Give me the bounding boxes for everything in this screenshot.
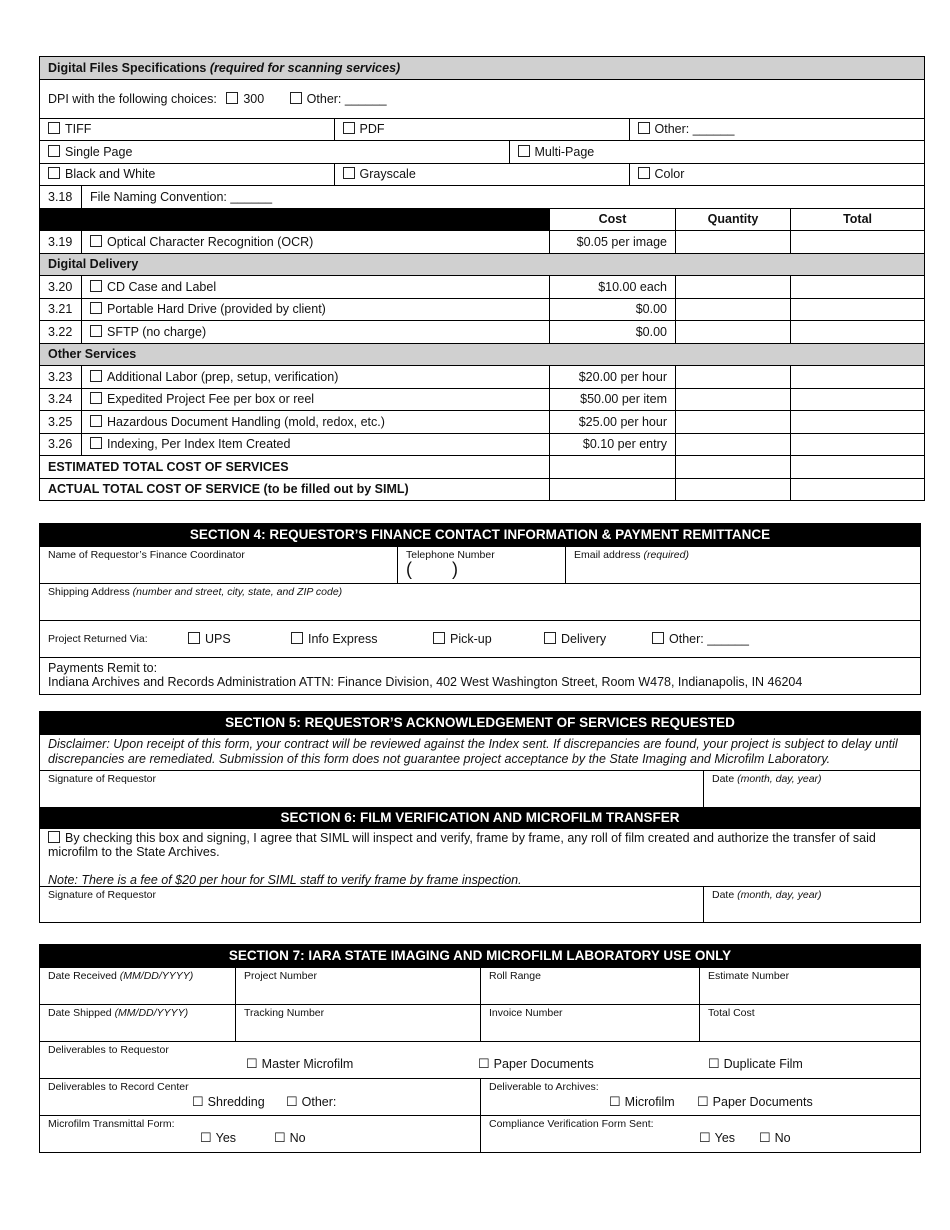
total-cost-field[interactable]: Total Cost [699, 1005, 920, 1041]
transmittal-form: Microfilm Transmittal Form: ☐ Yes ☐ No [48, 1118, 306, 1145]
ocr-option[interactable]: Optical Character Recognition (OCR) [82, 231, 550, 254]
other-return-option[interactable]: Other: ______ [652, 632, 749, 646]
quantity-cell[interactable] [676, 388, 791, 411]
date-shipped-field[interactable]: Date Shipped (MM/DD/YYYY) [48, 1007, 189, 1019]
roll-range-field[interactable]: Roll Range [480, 968, 699, 1004]
film-verification-agreement: By checking this box and signing, I agree that SIML will inspect and verify, frame by frame, any roll of film created and authorize the transfer of said microfilm to the State Archives. Note: There is a fee of $20 per hour for SIML staff to verify frame by frame inspection. [48, 831, 876, 887]
quantity-cell[interactable] [676, 366, 791, 389]
microfilm-option[interactable]: ☐ Microfilm [609, 1094, 675, 1109]
ups-option[interactable]: UPS [188, 632, 291, 646]
section-4: SECTION 4: REQUESTOR’S FINANCE CONTACT INFORMATION & PAYMENT REMITTANCE Name of Requestor’s Finance Coordinator Telephone Number ( ) Email address (required) Shipping Address (number and street, city, state, and ZIP code) Project Returned Via: UPS Info Express Pick-up Delivery Other: ______ Payments Remit to: Indiana Archives and Records Administration ATTN: Finance Division, 402 West Washington Street, Room W478, Indianapolis, IN 46204 [39, 523, 921, 695]
master-microfilm-option[interactable]: ☐ Master Microfilm [246, 1056, 354, 1071]
transmittal-yes-option[interactable]: ☐ Yes [200, 1130, 237, 1145]
table-row: 3.22 SFTP (no charge) $0.00 [40, 321, 925, 344]
digital-delivery-header: Digital Delivery [40, 253, 925, 276]
single-page-option[interactable]: Single Page [40, 141, 509, 163]
table-row: 3.26 Indexing, Per Index Item Created $0.10 per entry [40, 433, 925, 456]
cd-case-option[interactable]: CD Case and Label [82, 276, 550, 299]
section-4-title: SECTION 4: REQUESTOR’S FINANCE CONTACT INFORMATION & PAYMENT REMITTANCE [40, 524, 920, 546]
compliance-form: Compliance Verification Form Sent: ☐ Yes ☐ No [480, 1116, 920, 1152]
actual-total-cell[interactable] [791, 478, 925, 501]
project-number-field[interactable]: Project Number [235, 968, 480, 1004]
additional-labor-option[interactable]: Additional Labor (prep, setup, verification) [82, 366, 550, 389]
dpi-300-checkbox[interactable] [226, 92, 238, 104]
deliverables-record-center: Deliverables to Record Center ☐ Shredding ☐ Other: [48, 1081, 337, 1109]
table-row: 3.25 Hazardous Document Handling (mold, redox, etc.) $25.00 per hour [40, 411, 925, 434]
actual-quantity-cell[interactable] [676, 478, 791, 501]
finance-coordinator-field[interactable]: Name of Requestor’s Finance Coordinator [48, 549, 245, 561]
compliance-no-option[interactable]: ☐ No [759, 1130, 791, 1145]
quantity-cell[interactable] [676, 298, 791, 321]
table-row: 3.24 Expedited Project Fee per box or reel $50.00 per item [40, 388, 925, 411]
quantity-cell[interactable] [676, 321, 791, 344]
delivery-option[interactable]: Delivery [544, 632, 652, 646]
disclaimer-text: Disclaimer: Upon receipt of this form, your contract will be reviewed against the Index sent. If discrepancies are found, your project is subject to delay until discrepancies are remediated. Submission of this form does not guarantee project acceptance by the State Imaging and Microfilm Laboratory. [48, 737, 898, 766]
total-cell[interactable] [791, 388, 925, 411]
total-cell[interactable] [791, 298, 925, 321]
shipping-address-field[interactable]: Shipping Address (number and street, city, state, and ZIP code) [48, 586, 343, 598]
multi-page-option[interactable]: Multi-Page [509, 141, 924, 163]
payments-remit: Payments Remit to: Indiana Archives and Records Administration ATTN: Finance Division, 402 West Washington Street, Room W478, Indianapolis, IN 46204 [48, 661, 803, 689]
table-row: 3.23 Additional Labor (prep, setup, verification) $20.00 per hour [40, 366, 925, 389]
total-cell[interactable] [791, 321, 925, 344]
indexing-option[interactable]: Indexing, Per Index Item Created [82, 433, 550, 456]
quantity-cell[interactable] [676, 231, 791, 254]
duplicate-film-option[interactable]: ☐ Duplicate Film [708, 1056, 803, 1071]
black-header-bar [40, 208, 550, 231]
digital-files-header: Digital Files Specifications (required for scanning services) [40, 57, 925, 80]
other-services-header: Other Services [40, 343, 925, 366]
estimated-quantity-cell[interactable] [676, 456, 791, 479]
naming-convention-field[interactable]: File Naming Convention: ______ [82, 186, 925, 209]
info-express-option[interactable]: Info Express [291, 632, 433, 646]
estimated-cost-cell[interactable] [550, 456, 676, 479]
pricing-table [39, 56, 925, 501]
section-7 [39, 944, 921, 1153]
table-row: 3.19 Optical Character Recognition (OCR) $0.05 per image [40, 231, 925, 254]
record-center-other-option[interactable]: ☐ Other: [286, 1094, 337, 1109]
paper-documents-option[interactable]: ☐ Paper Documents [478, 1056, 594, 1071]
estimated-total-row: ESTIMATED TOTAL COST OF SERVICES [40, 456, 925, 479]
compliance-yes-option[interactable]: ☐ Yes [699, 1130, 736, 1145]
hard-drive-option[interactable]: Portable Hard Drive (provided by client) [82, 298, 550, 321]
invoice-number-field[interactable]: Invoice Number [480, 1005, 699, 1041]
expedited-fee-option[interactable]: Expedited Project Fee per box or reel [82, 388, 550, 411]
dpi-row: DPI with the following choices: 300 Other: ______ [40, 79, 925, 118]
total-cell[interactable] [791, 231, 925, 254]
estimated-total-cell[interactable] [791, 456, 925, 479]
dpi-other-checkbox[interactable] [290, 92, 302, 104]
naming-num: 3.18 [40, 186, 82, 209]
total-cell[interactable] [791, 411, 925, 434]
shredding-option[interactable]: ☐ Shredding [192, 1094, 265, 1109]
quantity-cell[interactable] [676, 276, 791, 299]
signature-field[interactable]: Signature of Requestor [48, 773, 156, 785]
section-7-title: SECTION 7: IARA STATE IMAGING AND MICROFILM LABORATORY USE ONLY [40, 945, 920, 967]
telephone-field[interactable]: Telephone Number ( ) [397, 547, 565, 583]
film-verification-checkbox[interactable] [48, 831, 60, 843]
quantity-cell[interactable] [676, 433, 791, 456]
total-cell[interactable] [791, 366, 925, 389]
table-row: 3.20 CD Case and Label $10.00 each [40, 276, 925, 299]
email-field[interactable]: Email address (required) [565, 547, 920, 583]
table-row: 3.21 Portable Hard Drive (provided by client) $0.00 [40, 298, 925, 321]
pickup-option[interactable]: Pick-up [433, 632, 544, 646]
actual-cost-cell[interactable] [550, 478, 676, 501]
archives-paper-documents-option[interactable]: ☐ Paper Documents [697, 1094, 813, 1109]
color-option[interactable]: Color [629, 164, 924, 186]
section-6-title: SECTION 6: FILM VERIFICATION AND MICROFILM TRANSFER [40, 807, 920, 829]
date-field[interactable]: Date (month, day, year) [703, 771, 920, 807]
date-field[interactable]: Date (month, day, year) [703, 887, 920, 922]
total-cell[interactable] [791, 433, 925, 456]
deliverable-archives: Deliverable to Archives: ☐ Microfilm ☐ Paper Documents [480, 1079, 920, 1115]
format-other-option[interactable]: Other: ______ [629, 119, 924, 141]
actual-total-row: ACTUAL TOTAL COST OF SERVICE (to be filled out by SIML) [40, 478, 925, 501]
pdf-option[interactable]: PDF [334, 119, 629, 141]
grayscale-option[interactable]: Grayscale [334, 164, 629, 186]
estimate-number-field[interactable]: Estimate Number [699, 968, 920, 1004]
quantity-column-header: Quantity [676, 208, 791, 231]
section-5-title: SECTION 5: REQUESTOR’S ACKNOWLEDGEMENT OF SERVICES REQUESTED [40, 712, 920, 734]
total-cell[interactable] [791, 276, 925, 299]
date-received-field[interactable]: Date Received (MM/DD/YYYY) [48, 970, 194, 982]
cost-column-header: Cost [550, 208, 676, 231]
deliverables-requestor: Deliverables to Requestor ☐ Master Microfilm ☐ Paper Documents ☐ Duplicate Film [48, 1044, 803, 1071]
bw-option[interactable]: Black and White [40, 164, 334, 186]
transmittal-no-option[interactable]: ☐ No [274, 1130, 306, 1145]
total-column-header: Total [791, 208, 925, 231]
sftp-option[interactable]: SFTP (no charge) [82, 321, 550, 344]
hazardous-handling-option[interactable]: Hazardous Document Handling (mold, redox, etc.) [82, 411, 550, 434]
tracking-number-field[interactable]: Tracking Number [235, 1005, 480, 1041]
section-5 [39, 711, 921, 923]
quantity-cell[interactable] [676, 411, 791, 434]
signature-field[interactable]: Signature of Requestor [48, 889, 156, 901]
tiff-option[interactable]: TIFF [40, 119, 334, 141]
